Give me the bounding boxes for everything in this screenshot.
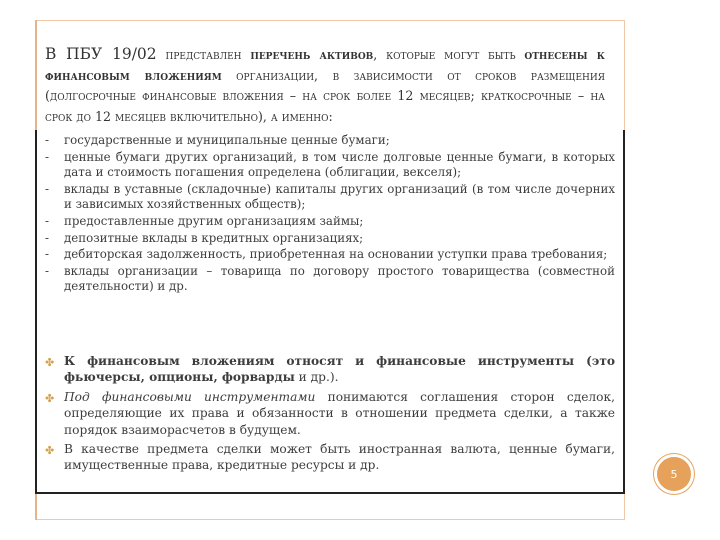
- diamond-bullet-icon: ✤: [45, 356, 55, 369]
- list-item: - вклады организации – товарища по договору простого товарищества (совместной деятельности) и др.: [45, 263, 615, 294]
- diamond-bullet-icon: ✤: [45, 444, 55, 458]
- intro-bold-2: отнесены к финансовым вложениям: [45, 47, 605, 83]
- intro-text-3: организации, в зависимости от сроков размещения (долгосрочные финансовые вложения – на срок более 12 месяцев; краткосрочные – на срок до 12 месяцев включительно), а именно:: [45, 67, 605, 124]
- list-item: - государственные и муниципальные ценные бумаги;: [45, 133, 390, 147]
- bullet-list: [45, 353, 615, 477]
- intro-paragraph: [45, 44, 605, 127]
- list-item: - депозитные вклады в кредитных организациях;: [45, 230, 364, 245]
- list-item: - ценные бумаги других организаций, в том числе долговые ценные бумаги, в которых дата и стоимость погашения определена (облигации, векселя);: [45, 149, 615, 180]
- bullet-item-financial-instruments: ✤ Под финансовыми инструментами понимаются соглашения сторон сделок, определяющие их права и обязанности в отношении предмета сделки, а также порядок взаиморасчетов в будущем.: [45, 389, 615, 437]
- intro-lead: В ПБУ 19/02: [45, 45, 157, 63]
- intro-bold-1: перечень активов: [250, 47, 374, 62]
- diamond-bullet-icon: ✤: [45, 391, 55, 405]
- list-item: - вклады в уставные (складочные) капиталы других организаций (в том числе дочерних и зависимых хозяйственных обществ);: [45, 181, 615, 212]
- bullet-item-deal-subject: ✤ В качестве предмета сделки может быть иностранная валюта, ценные бумаги, имущественные права, кредитные ресурсы и др.: [45, 442, 615, 473]
- bullet-item-financial-investments: ✤ К финансовым вложениям относят и финансовые инструменты (это фьючерсы, опционы, форварды и др.).: [45, 354, 615, 385]
- list-item: - дебиторская задолженность, приобретенная на основании уступки права требования;: [45, 247, 608, 262]
- intro-text-1: представлен: [156, 47, 251, 62]
- intro-text-2: , которые могут быть: [373, 47, 525, 62]
- page-number-badge: 5: [654, 454, 694, 494]
- list-item: - предоставленные другим организациям займы;: [45, 213, 364, 228]
- assets-list: [45, 133, 615, 296]
